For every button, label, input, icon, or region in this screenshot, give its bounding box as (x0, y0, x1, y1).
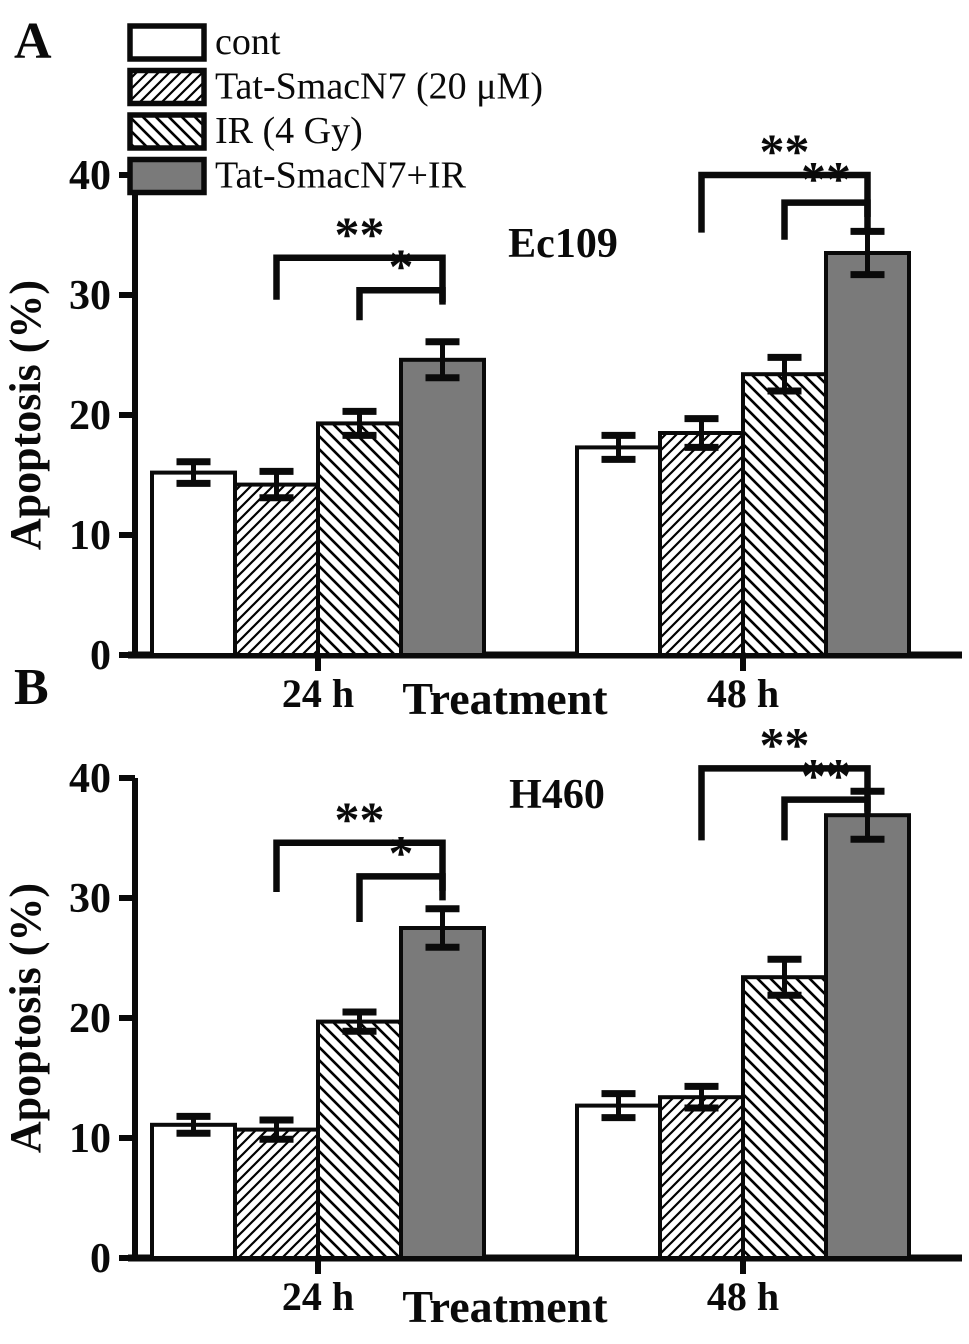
panel-letter-B: B (14, 659, 49, 716)
bar-A-24h-s1 (235, 485, 318, 655)
legend-item (130, 110, 363, 152)
legend-item (130, 155, 467, 197)
significance-label: ** (801, 747, 851, 804)
cell-line-title-H460: H460 (509, 772, 605, 818)
bar-B-24h-s2 (318, 1022, 401, 1258)
y-axis-title: Apoptosis (%) (1, 279, 50, 551)
white-legend-swatch (130, 26, 204, 59)
y-tick-label: 0 (90, 1236, 111, 1282)
bar-A-48h-s2 (743, 374, 826, 655)
y-tick-label: 20 (69, 996, 111, 1042)
y-tick-label: 10 (69, 1116, 111, 1162)
legend (130, 21, 543, 197)
y-tick-label: 40 (69, 153, 111, 199)
significance-label: ** (759, 123, 810, 179)
y-tick-label: 20 (69, 393, 111, 439)
significance-label: ** (801, 150, 851, 207)
significance-label: ** (334, 790, 385, 847)
legend-label: cont (215, 21, 281, 63)
hatch-forward-legend-swatch (130, 71, 204, 104)
x-category-label: 48 h (706, 671, 780, 716)
significance-label: * (388, 824, 414, 881)
legend-label: Tat-SmacN7 (20 μM) (215, 65, 543, 108)
chart-render-root (1, 13, 962, 1332)
y-tick-label: 0 (90, 633, 111, 679)
bar-A-24h-s0 (152, 473, 235, 655)
y-tick-label: 30 (69, 876, 111, 922)
legend-item (130, 21, 281, 63)
x-category-label: 48 h (706, 1274, 780, 1319)
significance-label: ** (334, 205, 385, 262)
bar-B-24h-s3 (401, 928, 484, 1258)
bar-A-48h-s3 (826, 253, 909, 655)
legend-label: Tat-SmacN7+IR (215, 154, 466, 197)
panel-B (1, 659, 962, 1332)
legend-item (130, 66, 543, 108)
bar-B-24h-s0 (152, 1125, 235, 1258)
y-tick-label: 30 (69, 273, 111, 319)
y-tick-label: 10 (69, 513, 111, 559)
hatch-backward-legend-swatch (130, 115, 204, 148)
bar-A-24h-s2 (318, 423, 401, 655)
bar-B-24h-s1 (235, 1130, 318, 1258)
bar-A-48h-s0 (577, 447, 660, 655)
y-axis-title: Apoptosis (%) (1, 882, 50, 1154)
panel-A (1, 13, 962, 724)
x-axis-title: Treatment (402, 673, 608, 724)
bar-A-24h-s3 (401, 360, 484, 655)
significance-label: ** (759, 716, 810, 773)
bar-B-48h-s0 (577, 1106, 660, 1258)
bar-A-48h-s1 (660, 433, 743, 655)
x-category-label: 24 h (281, 671, 355, 716)
bar-B-48h-s2 (743, 977, 826, 1258)
x-axis-title: Treatment (402, 1281, 608, 1332)
gray-legend-swatch (130, 160, 204, 193)
panel-letter-A: A (14, 13, 52, 70)
y-tick-label: 40 (69, 756, 111, 802)
bar-B-48h-s1 (660, 1097, 743, 1258)
x-category-label: 24 h (281, 1274, 355, 1319)
cell-line-title-Ec109: Ec109 (508, 221, 618, 267)
bar-B-48h-s3 (826, 815, 909, 1258)
legend-label: IR (4 Gy) (215, 110, 363, 152)
significance-label: * (388, 238, 414, 295)
